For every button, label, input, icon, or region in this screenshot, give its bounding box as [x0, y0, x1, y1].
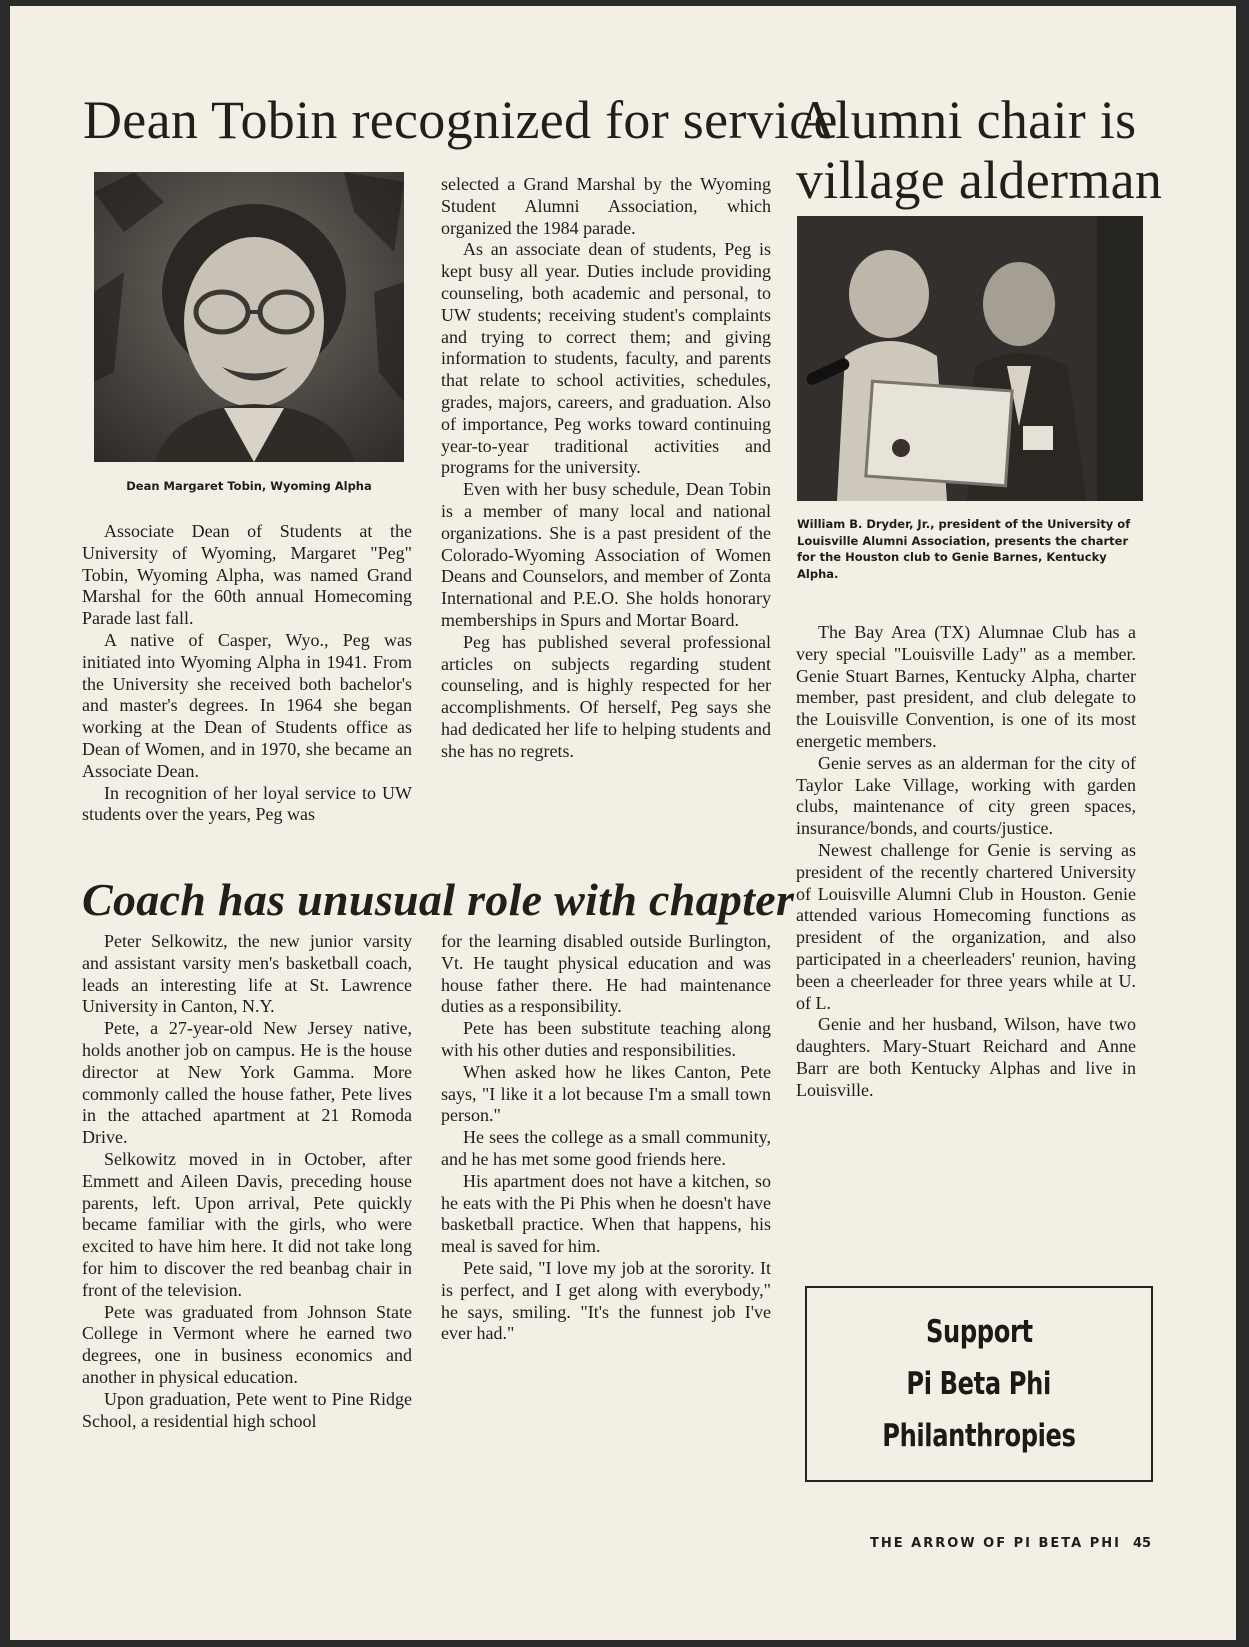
paragraph: Pete was graduated from Johnson State College in Vermont where he earned two degrees, one in business economics and another in physical education.: [82, 1301, 412, 1387]
alumni-photo: [797, 216, 1143, 501]
paragraph: for the learning disabled outside Burlington, Vt. He taught physical education and was house father there. He had maintenance duties as a responsibility.: [441, 931, 771, 1017]
paragraph: In recognition of her loyal service to UW students over the years, Peg was: [82, 782, 412, 825]
alumni-photo-caption: William B. Dryder, Jr., president of the University of Louisville Alumni Association, presents the charter for the Houston club to Genie Barnes, Kentucky Alpha.: [797, 517, 1131, 581]
tobin-photo-caption: Dean Margaret Tobin, Wyoming Alpha: [126, 479, 372, 493]
coach-headline: Coach has unusual role with chapter: [82, 874, 795, 925]
tobin-column-2: [441, 174, 771, 763]
paragraph: Genie serves as an alderman for the city of Taylor Lake Village, working with garden clubs, maintenance of city green spaces, insurance/bonds, and courts/justice.: [796, 752, 1136, 839]
paragraph: Newest challenge for Genie is serving as president of the recently chartered University of Louisville Alumni Club in Houston. Genie attended various Homecoming functions as president of the organization, and also participated in a cheerleaders' reunion, having been a cheerleader for three years while at U. of L.: [796, 839, 1136, 1013]
alumni-photo-graphic: [797, 216, 1143, 501]
tobin-photo: [94, 172, 404, 462]
paragraph: A native of Casper, Wyo., Peg was initiated into Wyoming Alpha in 1941. From the University she received both bachelor's and master's degrees. In 1964 she began working at the Dean of Students office as Dean of Women, and in 1970, she became an Associate Dean.: [82, 629, 412, 781]
paragraph: Associate Dean of Students at the University of Wyoming, Margaret "Peg" Tobin, Wyoming Alpha, was named Grand Marshal for the 60th annual Homecoming Parade last fall.: [82, 521, 412, 629]
magazine-page: [10, 6, 1236, 1640]
paragraph: His apartment does not have a kitchen, so he eats with the Pi Phis when he doesn't have basketball practice. When that happens, his meal is saved for him.: [441, 1170, 771, 1257]
support-philanthropies-box: [805, 1286, 1153, 1482]
coach-column-1: [82, 931, 412, 1432]
paragraph: When asked how he likes Canton, Pete says, "I like it a lot because I'm a small town person.": [441, 1061, 771, 1126]
paragraph: Peg has published several professional articles on subjects regarding student counseling, and is highly respected for her accomplishments. Of herself, Peg says she had dedicated her life to helping students and she has no regrets.: [441, 631, 771, 761]
paragraph: Upon graduation, Pete went to Pine Ridge School, a residential high school: [82, 1388, 412, 1431]
paragraph: As an associate dean of students, Peg is kept busy all year. Duties include providing counseling, both academic and personal, to UW students; receiving student's complaints and trying to correct them; and giving information to students, faculty, and parents that relate to school activities, schedules, grades, majors, careers, and graduation. Also of importance, Peg works toward continuing year-to-year traditional activities and programs for the university.: [441, 239, 771, 478]
coach-column-2: [441, 931, 771, 1345]
paragraph: Peter Selkowitz, the new junior varsity and assistant varsity men's basketball coach, leads an interesting life at St. Lawrence University in Canton, N.Y.: [82, 931, 412, 1017]
paragraph: He sees the college as a small community, and he has met some good friends here.: [441, 1127, 771, 1169]
alumni-headline: Alumni chair is village alderman: [796, 90, 1163, 210]
tobin-headline: Dean Tobin recognized for service: [83, 90, 838, 150]
paragraph: Pete, a 27-year-old New Jersey native, holds another job on campus. He is the house director at New York Gamma. More commonly called the house father, Pete lives in the attached apartment at 21 Romoda Drive.: [82, 1018, 412, 1148]
paragraph: The Bay Area (TX) Alumnae Club has a very special "Louisville Lady" as a member. Genie Stuart Barnes, Kentucky Alpha, charter member, past president, and club delegate to the Louisville Convention, is one of its most energetic members.: [796, 622, 1136, 751]
support-line-3: Philanthropies: [882, 1418, 1076, 1454]
paragraph: Pete said, "I love my job at the sorority. It is perfect, and I get along with everybody," he says, smiling. "It's the funnest job I've ever had.": [441, 1257, 771, 1344]
support-line-2: Pi Beta Phi: [906, 1366, 1052, 1402]
paragraph: Selkowitz moved in in October, after Emmett and Aileen Davis, preceding house parents, left. Upon arrival, Pete quickly became familiar with the girls, who were excited to have him here. It did not take long for him to discover the red beanbag chair in front of the television.: [82, 1148, 412, 1300]
tobin-column-1: [82, 521, 412, 826]
alumni-body: [796, 622, 1136, 1102]
page-number: 45: [1133, 1536, 1152, 1551]
paragraph: Even with her busy schedule, Dean Tobin is a member of many local and national organizations. She is a past president of the Colorado-Wyoming Association of Women Deans and Counselors, and member of Zonta International and P.E.O. She holds honorary memberships in Spurs and Mortar Board.: [441, 479, 771, 630]
publication-footer: THE ARROW OF PI BETA PHI: [870, 1536, 1121, 1551]
support-line-1: Support: [925, 1314, 1033, 1350]
paragraph: selected a Grand Marshal by the Wyoming Student Alumni Association, which organized the 1984 parade.: [441, 174, 771, 238]
paragraph: Genie and her husband, Wilson, have two daughters. Mary-Stuart Reichard and Anne Barr are both Kentucky Alphas and live in Louisville.: [796, 1014, 1136, 1100]
paragraph: Pete has been substitute teaching along with his other duties and responsibilities.: [441, 1018, 771, 1060]
tobin-portrait-graphic: [94, 172, 404, 462]
